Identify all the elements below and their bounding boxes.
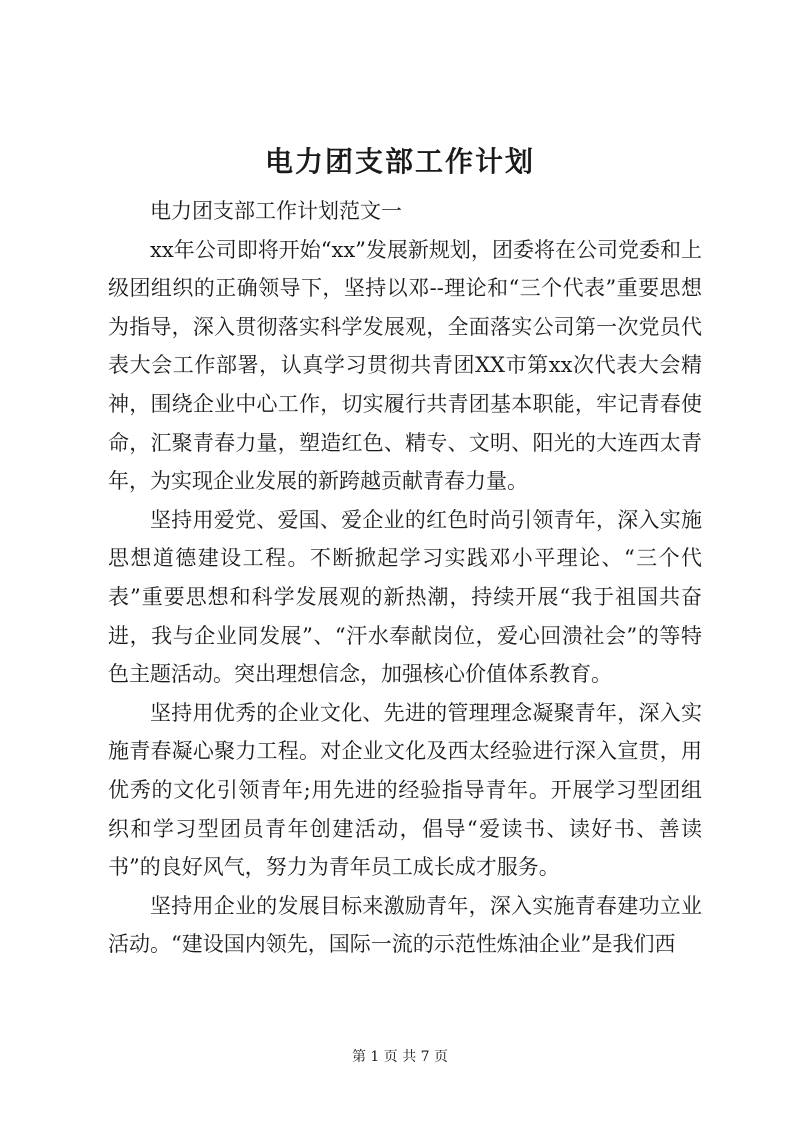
document-title: 电力团支部工作计划	[264, 145, 535, 178]
subtitle-paragraph: 电力团支部工作计划范文一	[150, 199, 402, 223]
body-paragraph: xx年公司即将开始“xx”发展新规划，团委将在公司党委和上级团组织的正确领导下，坚持以邓--理论和“三个代表”重要思想为指导，深入贯彻落实科学发展观，全面落实公司第一次党员代表大会工作部署，认真学习贯彻共青团XX市第xx次代表大会精神，围绕企业中心工作，切实履行共青团基本职能，牢记青春使命，汇聚青春力量，塑造红色、精专、文明、阳光的大连西太青年，为实现企业发展的新跨越贡献青春力量。	[108, 237, 702, 494]
page-number-footer: 第 1 页 共 7 页	[351, 1049, 449, 1065]
body-paragraph: 坚持用优秀的企业文化、先进的管理理念凝聚青年，深入实施青春凝心聚力工程。对企业文化及西太经验进行深入宣贯，用优秀的文化引领青年;用先进的经验指导青年。开展学习型团组织和学习型团员青年创建活动，倡导“爱读书、读好书、善读书”的良好风气，努力为青年员工成长成才服务。	[108, 700, 702, 880]
document-body	[108, 192, 702, 964]
body-paragraph: 坚持用企业的发展目标来激励青年，深入实施青春建功立业活动。“建设国内领先，国际一流的示范性炼油企业”是我们西	[108, 893, 702, 957]
body-paragraph: 坚持用爱党、爱国、爱企业的红色时尚引领青年，深入实施思想道德建设工程。不断掀起学习实践邓小平理论、“三个代表”重要思想和科学发展观的新热潮，持续开展“我于祖国共奋进，我与企业同发展”、“汗水奉献岗位，爱心回溃社会”的等特色主题活动。突出理想信念，加强核心价值体系教育。	[108, 507, 702, 687]
